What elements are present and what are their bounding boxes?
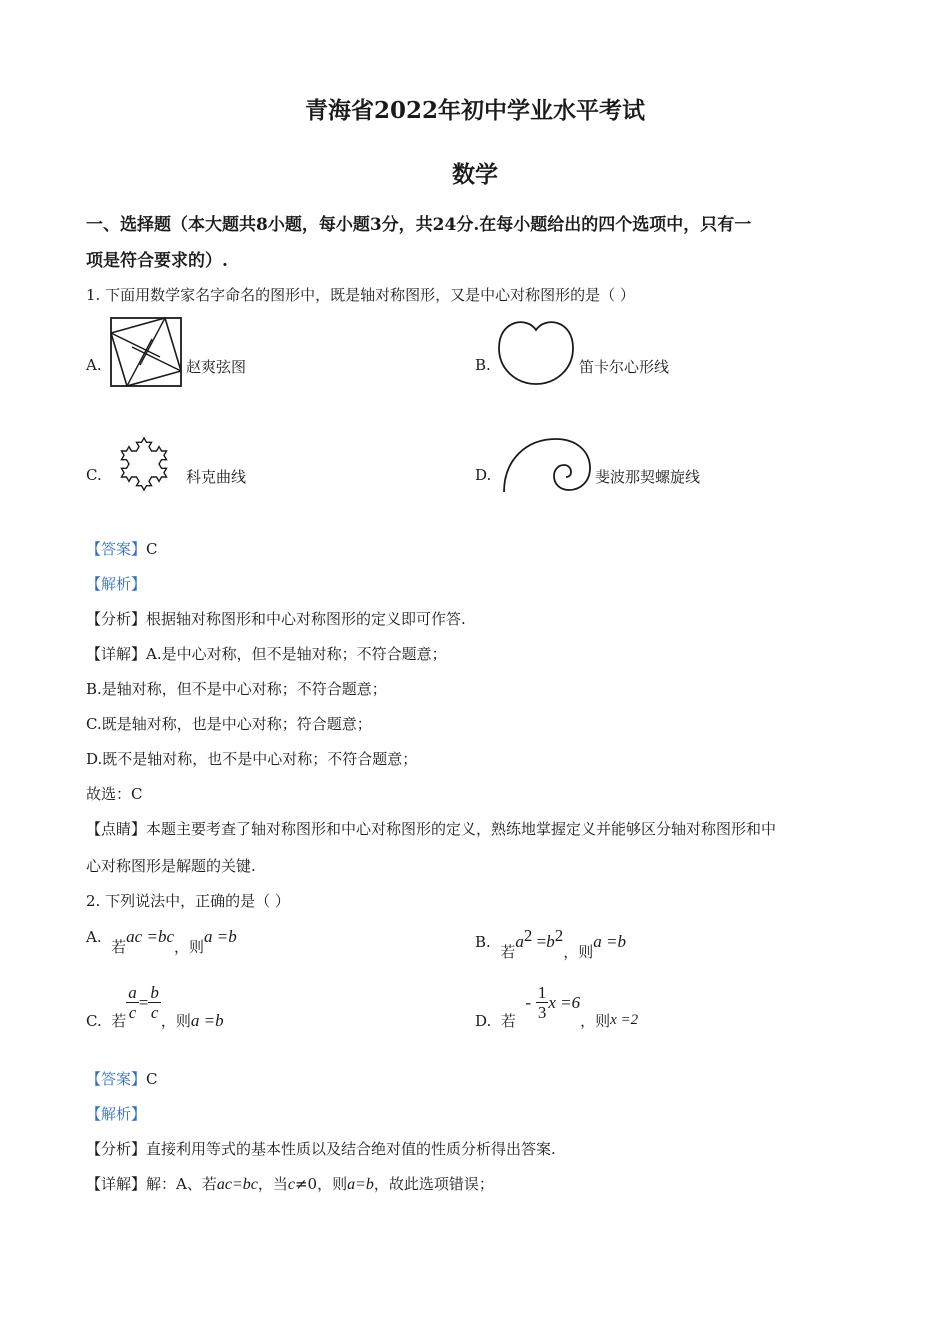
cardioid-curve-icon [497, 318, 575, 386]
subject-title: 数学 [452, 161, 498, 188]
section-heading-line2: 项是符合要求的）. [86, 251, 228, 271]
q2-c-letter: C. [86, 1011, 102, 1030]
q2-d-ruo: 若 [500, 1012, 516, 1030]
q2-a-ruo: 若 [111, 938, 127, 956]
q1-analysis-tag: 【解析】 [86, 575, 147, 593]
q2-b-base2: b [546, 932, 555, 951]
answer-value: C [146, 1070, 158, 1088]
fenxi-text: 根据轴对称图形和中心对称图形的定义即可作答. [146, 610, 466, 628]
fenxi-text: 直接利用等式的基本性质以及结合绝对值的性质分析得出答案. [146, 1140, 556, 1158]
q1-option-d-caption: 斐波那契螺旋线 [595, 468, 701, 486]
q2-d-conclusion: x =2 [610, 1012, 639, 1028]
detail-text: A.是中心对称，但不是轴对称；不符合题意； [146, 645, 447, 663]
q2-d-neg: - [525, 992, 532, 1012]
koch-snowflake-outline [121, 438, 166, 490]
zhao-shuang-diagram-icon [110, 317, 182, 387]
fenxi-tag: 【分析】 [86, 1140, 147, 1158]
dianjing-text: 本题主要考查了轴对称图形和中心对称图形的定义，熟练地掌握定义并能够区分轴对称图形和中 [146, 820, 777, 838]
answer-value: C [146, 540, 158, 558]
q2-a-ze: ，则 [173, 938, 204, 956]
q2-b-eq: = [532, 932, 547, 951]
q1-dianjing-line1 [86, 818, 776, 839]
q1-option-b-caption: 笛卡尔心形线 [579, 358, 670, 376]
q2-answer [86, 1068, 158, 1089]
q2-a-condition: ac =bc [126, 927, 174, 946]
q2-option-a [86, 926, 237, 956]
fibonacci-spiral-icon [500, 436, 592, 494]
q1-option-a-caption: 赵爽弦图 [186, 358, 247, 376]
detail-tag: 【详解】 [86, 645, 147, 663]
q1-detail-d: D.既不是轴对称，也不是中心对称；不符合题意； [86, 750, 418, 768]
detail-math-d: c [287, 1176, 295, 1193]
q1-option-c-caption: 科克曲线 [186, 468, 247, 486]
q2-c-conclusion: a =b [190, 1010, 224, 1030]
q2-b-ruo: 若 [500, 943, 516, 961]
q2-b-exp1: 2 [523, 926, 533, 945]
detail-math-f: a=b [347, 1176, 374, 1193]
q1-detail-a [86, 643, 447, 664]
detail-math-b: ac=bc [216, 1176, 258, 1193]
q1-dianjing-line2: 心对称图形是解题的关键. [86, 857, 256, 875]
q2-option-c [86, 983, 224, 1030]
detail-text-c: ，当 [257, 1175, 288, 1193]
q2-c-ruo: 若 [111, 1012, 127, 1030]
q2-analysis-tag: 【解析】 [86, 1105, 147, 1123]
question-2-stem: 2. 下列说法中，正确的是（ ） [86, 892, 290, 910]
q2-a-conclusion: a =b [204, 927, 237, 946]
q2-option-b [475, 926, 626, 961]
q2-d-ze: ，则 [580, 1012, 611, 1030]
q2-a-letter: A. [86, 928, 102, 946]
q1-fenxi [86, 608, 466, 629]
page-title: 青海省2022年初中学业水平考试 [304, 97, 645, 124]
detail-text-g: ，故此选项错误； [373, 1175, 494, 1193]
fenxi-tag: 【分析】 [86, 610, 147, 628]
q2-b-conclusion: a =b [593, 932, 626, 951]
q1-option-b-letter: B. [475, 356, 491, 374]
q2-c-ze: ，则 [160, 1012, 191, 1030]
answer-tag: 【答案】 [86, 540, 147, 558]
q1-option-a-letter: A. [86, 356, 102, 374]
answer-tag: 【答案】 [86, 1070, 147, 1088]
q2-b-base1: a [515, 932, 524, 951]
q1-answer [86, 538, 158, 559]
q2-b-exp2: 2 [554, 926, 564, 945]
q2-d-fraction: $\frac{1}{3}$ [537, 983, 547, 1022]
q2-d-rest: x =6 [548, 992, 581, 1012]
q2-option-d [475, 983, 639, 1030]
question-1-stem: 1. 下面用数学家名字命名的图形中，既是轴对称图形，又是中心对称图形的是（ ） [86, 286, 635, 304]
koch-snowflake-icon [108, 424, 180, 504]
q2-fenxi [86, 1138, 556, 1159]
detail-tag: 【详解】 [86, 1175, 147, 1193]
q1-option-d-letter: D. [475, 466, 492, 484]
q2-c-fraction-left: $\frac{a}{c}$ [128, 983, 137, 1022]
dianjing-tag: 【点睛】 [86, 820, 147, 838]
q2-b-ze: ，则 [563, 943, 594, 961]
q2-detail [86, 1173, 494, 1194]
q2-b-letter: B. [475, 933, 491, 951]
q1-detail-b: B.是轴对称，但不是中心对称；不符合题意； [86, 680, 387, 698]
section-heading-line1: 一、选择题（本大题共8小题，每小题3分，共24分.在每小题给出的四个选项中，只有一 [86, 215, 752, 235]
q2-d-letter: D. [475, 1011, 492, 1030]
detail-text-e: ≠0，则 [294, 1175, 348, 1193]
q2-c-fraction-right: $\frac{b}{c}$ [150, 983, 159, 1022]
q1-option-c-letter: C. [86, 466, 102, 484]
q2-c-eq: = [138, 992, 149, 1012]
q1-detail-c: C.既是轴对称，也是中心对称；符合题意； [86, 715, 372, 733]
q1-choose: 故选：C [86, 785, 143, 803]
detail-text-a: 解：A、若 [146, 1175, 217, 1193]
